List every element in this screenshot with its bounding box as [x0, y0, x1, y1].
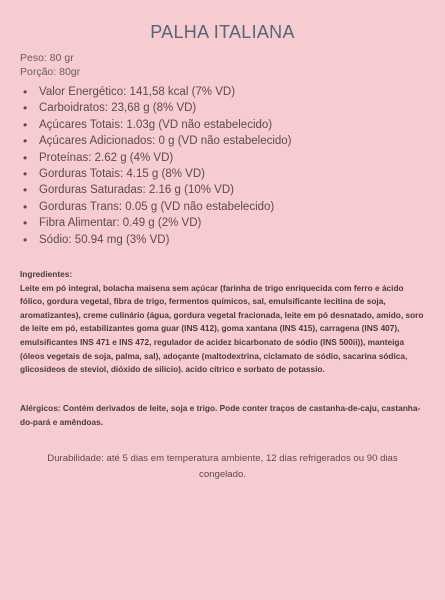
bullet-icon: • — [23, 232, 28, 247]
durability-text: Durabilidade: até 5 dias em temperatura ambiente, 12 dias refrigerados ou 90 dias congelado. — [47, 453, 398, 480]
bullet-icon: • — [23, 199, 28, 214]
allergens-text: Alérgicos: Contém derivados de leite, soja e trigo. Pode conter traços de castanha-de-caju, castanha-do-pará e amêndoas. — [20, 403, 421, 427]
weight-text: Peso: 80 gr — [20, 52, 74, 64]
nutrient-item: • Carboidratos: 23,68 g (8% VD) — [23, 101, 197, 116]
nutrient-item: • Gorduras Totais: 4.15 g (8% VD) — [23, 167, 205, 182]
ingredients-section — [20, 268, 430, 377]
serving-text: Porção: 80gr — [20, 66, 81, 78]
nutrient-item: • Sódio: 50.94 mg (3% VD) — [23, 232, 170, 247]
bullet-icon: • — [23, 150, 28, 165]
product-title: PALHA ITALIANA — [150, 22, 295, 42]
nutrient-list — [20, 84, 292, 248]
nutrient-item: • Gorduras Trans: 0.05 g (VD não estabelecido) — [23, 199, 275, 214]
nutrient-item: • Valor Energético: 141,58 kcal (7% VD) — [23, 85, 236, 99]
bullet-icon: • — [23, 167, 28, 182]
bullet-icon: • — [23, 134, 28, 149]
bullet-icon: • — [23, 117, 28, 132]
nutrient-item: • Gorduras Saturadas: 2.16 g (10% VD) — [23, 183, 234, 198]
bullet-icon: • — [23, 216, 28, 231]
bullet-icon: • — [23, 101, 28, 116]
nutrient-item: • Açúcares Totais: 1.03g (VD não estabelecido) — [23, 117, 273, 132]
bullet-icon: • — [23, 183, 28, 198]
nutrient-item: • Proteínas: 2.62 g (4% VD) — [23, 150, 174, 165]
portion-info — [20, 51, 80, 79]
nutrient-item: • Açúcares Adicionados: 0 g (VD não estabelecido) — [23, 134, 292, 149]
bullet-icon: • — [23, 85, 28, 99]
nutrient-item: • Fibra Alimentar: 0.49 g (2% VD) — [23, 216, 202, 231]
ingredients-text: Leite em pó integral, bolacha maisena sem açúcar (farinha de trigo enriquecida com ferro e ácido fólico, gordura vegetal, fibra de trigo, fermentos químicos, sal, emulsificante lecitina de soja, aromatizantes), creme culinário (água, gordura vegetal fracionada, leite em pó desnatado, amido, soro de leite em pó, estabilizantes goma guar (INS 412), goma xantana (INS 415), carragena (INS 407), emulsificantes INS 471 e INS 472, regulador de acidez bicarbonato de sódio (INS 500ii)), manteiga (óleos vegetais de soja, palma, sal), adoçante (maltodextrina, ciclamato de sódio, sacarina sódica, glicosídeos de steviol, dióxido de silício). acido cítrico e sorbato de potassio. — [20, 282, 424, 375]
ingredients-heading: Ingredientes: — [20, 269, 73, 279]
